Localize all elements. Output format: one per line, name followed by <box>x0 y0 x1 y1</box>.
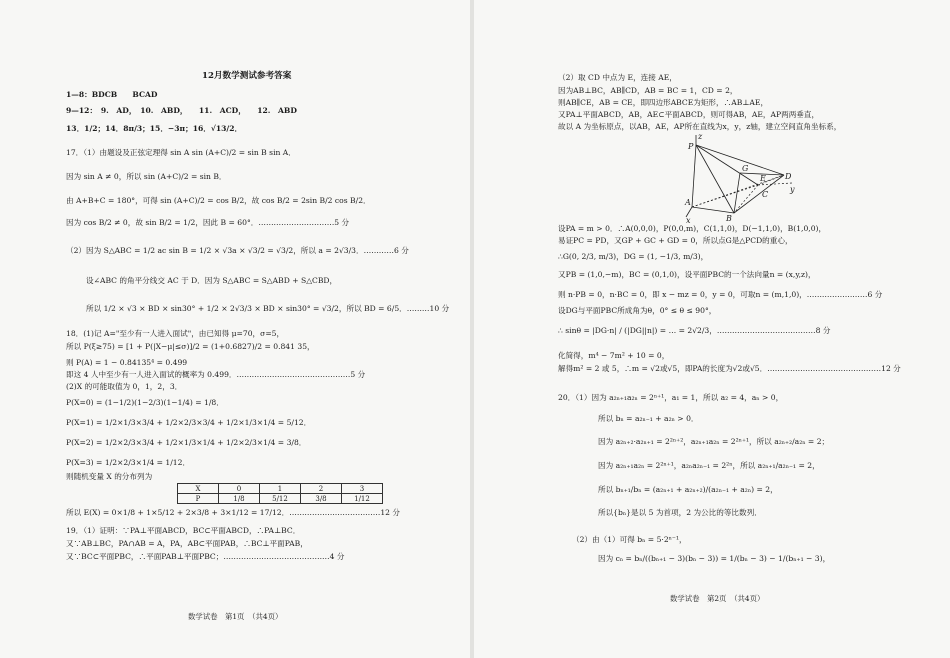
answer-line: ∴G(0, 2/3, m/3)，DG = (1, −1/3, m/3)， <box>558 252 709 261</box>
right-page <box>474 0 950 658</box>
answer-line: （2）取 CD 中点为 E，连接 AE， <box>558 73 677 82</box>
answer-line: 19．（1）证明：∵PA⊥平面ABCD，BC⊂平面ABCD，∴PA⊥BC． <box>66 526 301 535</box>
answer-line: （2）由（1）可得 bₙ = 5·2ⁿ⁻¹， <box>572 535 687 544</box>
answer-line: 由 A+B+C = 180°，可得 sin (A+C)/2 = cos B/2，故 cos B/2 = 2sin B/2 cos B/2． <box>66 196 371 205</box>
figure-label: z <box>698 132 703 141</box>
left-page <box>0 0 470 658</box>
table-cell: 0 <box>219 484 260 494</box>
answer-line: 所以{bₙ}是以 5 为首项，2 为公比的等比数列． <box>598 508 762 517</box>
distribution-table <box>177 483 383 504</box>
answer-line: 13．1/2；14．8π/3；15．−3π；16．√13/2． <box>66 124 243 133</box>
answer-line: 则AB∥CE，AB = CE，即四边形ABCE为矩形，∴AB⊥AE， <box>558 98 769 107</box>
answer-line: 故以 A 为坐标原点，以AB，AE，AP所在直线为x，y，z轴，建立空间直角坐标系， <box>558 122 842 131</box>
answer-line: 设PA = m > 0．∴A(0,0,0)，P(0,0,m)，C(1,1,0)，D(−1,1,0)，B(1,0,0)， <box>558 224 827 233</box>
table-cell: 2 <box>301 484 342 494</box>
table-cell: 3/8 <box>301 494 342 504</box>
page-footer: 数学试卷 第1页 （共4页） <box>188 612 283 621</box>
answer-line: 9—12： 9. AD， 10. ABD， 11. ACD， 12. ABD <box>66 106 297 115</box>
figure-label: x <box>686 216 691 225</box>
figure-label: B <box>726 214 732 223</box>
table-row <box>178 484 383 494</box>
answer-line: 则 P(A) = 1 − 0.84135⁴ = 0.499 <box>66 358 188 367</box>
answer-line: 18．(1)记 A="至少有一人进入面试"，由已知得 μ=70，σ=5， <box>66 329 285 338</box>
table-cell: X <box>178 484 219 494</box>
answer-line: 因为 cos B/2 ≠ 0，故 sin B/2 = 1/2，因此 B = 60°．…………………………5 分 <box>66 218 350 227</box>
figure-label: A <box>685 198 691 207</box>
answer-line: 所以 P(ξ≥75) = [1 + P(|X−μ|≤σ)]/2 = (1+0.6827)/2 = 0.841 35， <box>66 342 315 351</box>
answer-line: 17．（1）由题设及正弦定理得 sin A sin (A+C)/2 = sin B sin A． <box>66 148 296 157</box>
table-cell: 1/12 <box>342 494 383 504</box>
table-cell: 3 <box>342 484 383 494</box>
table-cell: 5/12 <box>260 494 301 504</box>
figure-label: E <box>760 174 766 183</box>
answer-line: 20．（1）因为 a₂ₙ₊₁a₂ₙ = 2ⁿ⁺¹，a₁ = 1，所以 a₂ = 4，aₙ > 0， <box>558 393 784 402</box>
answer-line: 因为 sin A ≠ 0，所以 sin (A+C)/2 = sin B． <box>66 172 227 181</box>
figure-label: C <box>762 190 769 199</box>
answer-line: 因为AB⊥BC，AB∥CD，AB = BC = 1，CD = 2， <box>558 86 738 95</box>
page-footer: 数学试卷 第2页 （共4页） <box>670 594 765 603</box>
figure-label: P <box>688 142 694 151</box>
answer-line: 因为 cₙ = bₙ/((bₙ₊₁ − 3)(bₙ − 3)) = 1/(bₙ − 3) − 1/(bₙ₊₁ − 3)， <box>598 554 831 563</box>
answer-line: 化简得，m⁴ − 7m² + 10 = 0， <box>558 351 670 360</box>
answer-line: P(X=3) = 1/2×2/3×1/4 = 1/12． <box>66 458 191 467</box>
answer-line: 则随机变量 X 的分布列为 <box>66 472 153 481</box>
table-cell: 1/8 <box>219 494 260 504</box>
answer-line: 又PA⊥平面ABCD，AB，AE⊂平面ABCD，则可得AB，AE，AP两两垂直， <box>558 110 820 119</box>
answer-line: （2）因为 S△ABC = 1/2 ac sin B = 1/2 × √3a × √3/2 = √3/2，所以 a = 2√3/3．…………6 分 <box>66 246 409 255</box>
answer-line: P(X=2) = 1/2×2/3×3/4 + 1/2×1/3×1/4 + 1/2×2/3×1/4 = 3/8． <box>66 438 307 447</box>
answer-line: 所以 1/2 × √3 × BD × sin30° + 1/2 × 2√3/3 × BD × sin30° = √3/2，所以 BD = 6/5．………10 分 <box>86 304 450 313</box>
answer-line: 又∵AB⊥BC，PA∩AB = A，PA，AB⊂平面PAB，∴BC⊥平面PAB， <box>66 539 308 548</box>
pyramid-figure <box>685 132 798 225</box>
answer-line: (2)X 的可能取值为 0，1，2，3． <box>66 382 183 391</box>
answer-line: P(X=0) = (1−1/2)(1−2/3)(1−1/4) = 1/8． <box>66 398 224 407</box>
answer-line: 所以 E(X) = 0×1/8 + 1×5/12 + 2×3/8 + 3×1/12 = 17/12．………………………………12 分 <box>66 508 401 517</box>
answer-line: 所以 bₙ = a₂ₙ₋₁ + a₂ₙ > 0． <box>598 414 699 423</box>
answer-line: 即这 4 人中至少有一人进入面试的概率为 0.499．………………………………………5 分 <box>66 370 366 379</box>
table-row <box>178 494 383 504</box>
figure-label: G <box>742 164 749 173</box>
answer-line: 设∠ABC 的角平分线交 AC 于 D．因为 S△ABC = S△ABD + S△CBD， <box>86 276 338 285</box>
answer-line: 所以 bₙ₊₁/bₙ = (a₂ₙ₊₁ + a₂ₙ₊₂)/(a₂ₙ₋₁ + a₂ₙ) = 2， <box>598 485 778 494</box>
answer-line: 则 n·PB = 0，n·BC = 0，即 x − mz = 0，y = 0，可取n = (m,1,0)，……………………6 分 <box>558 290 883 299</box>
answer-line: 设DG与平面PBC所成角为θ，0° ≤ θ ≤ 90°， <box>558 306 717 315</box>
answer-line: ∴ sinθ = |DG·n| / (|DG||n|) = … = 2√2/3，…………………………………8 分 <box>558 326 831 335</box>
table-cell: 1 <box>260 484 301 494</box>
answer-line: 易证PC = PD，又GP + GC + GD = 0，所以点G是△PCD的重心， <box>558 236 793 245</box>
figure-label: D <box>785 172 792 181</box>
answer-line: 1—8：BDCB BCAD <box>66 90 158 99</box>
table-cell: P <box>178 494 219 504</box>
answer-line: 因为 a₂ₙ₊₂·a₂ₙ₊₁ = 2²ⁿ⁺²，a₂ₙ₊₁a₂ₙ = 2²ⁿ⁺¹，所以 a₂ₙ₊₂/a₂ₙ = 2； <box>598 437 830 446</box>
page-title: 12月数学测试参考答案 <box>202 71 292 81</box>
answer-line: 又PB = (1,0,−m)，BC = (0,1,0)，设平面PBC的一个法向量n = (x,y,z)， <box>558 270 816 279</box>
answer-line: 因为 a₂ₙ₊₁a₂ₙ = 2²ⁿ⁺¹，a₂ₙa₂ₙ₋₁ = 2²ⁿ，所以 a₂ₙ₊₁/a₂ₙ₋₁ = 2， <box>598 461 820 470</box>
figure-label: y <box>790 185 795 194</box>
answer-line: 又∵BC⊂平面PBC，∴平面PAB⊥平面PBC；……………………………………4 分 <box>66 552 345 561</box>
answer-line: 解得m² = 2 或 5，∴m = √2或√5，即PA的长度为√2或√5．………………………………………12 分 <box>558 364 901 373</box>
answer-line: P(X=1) = 1/2×1/3×3/4 + 1/2×2/3×3/4 + 1/2×1/3×1/4 = 5/12． <box>66 418 312 427</box>
